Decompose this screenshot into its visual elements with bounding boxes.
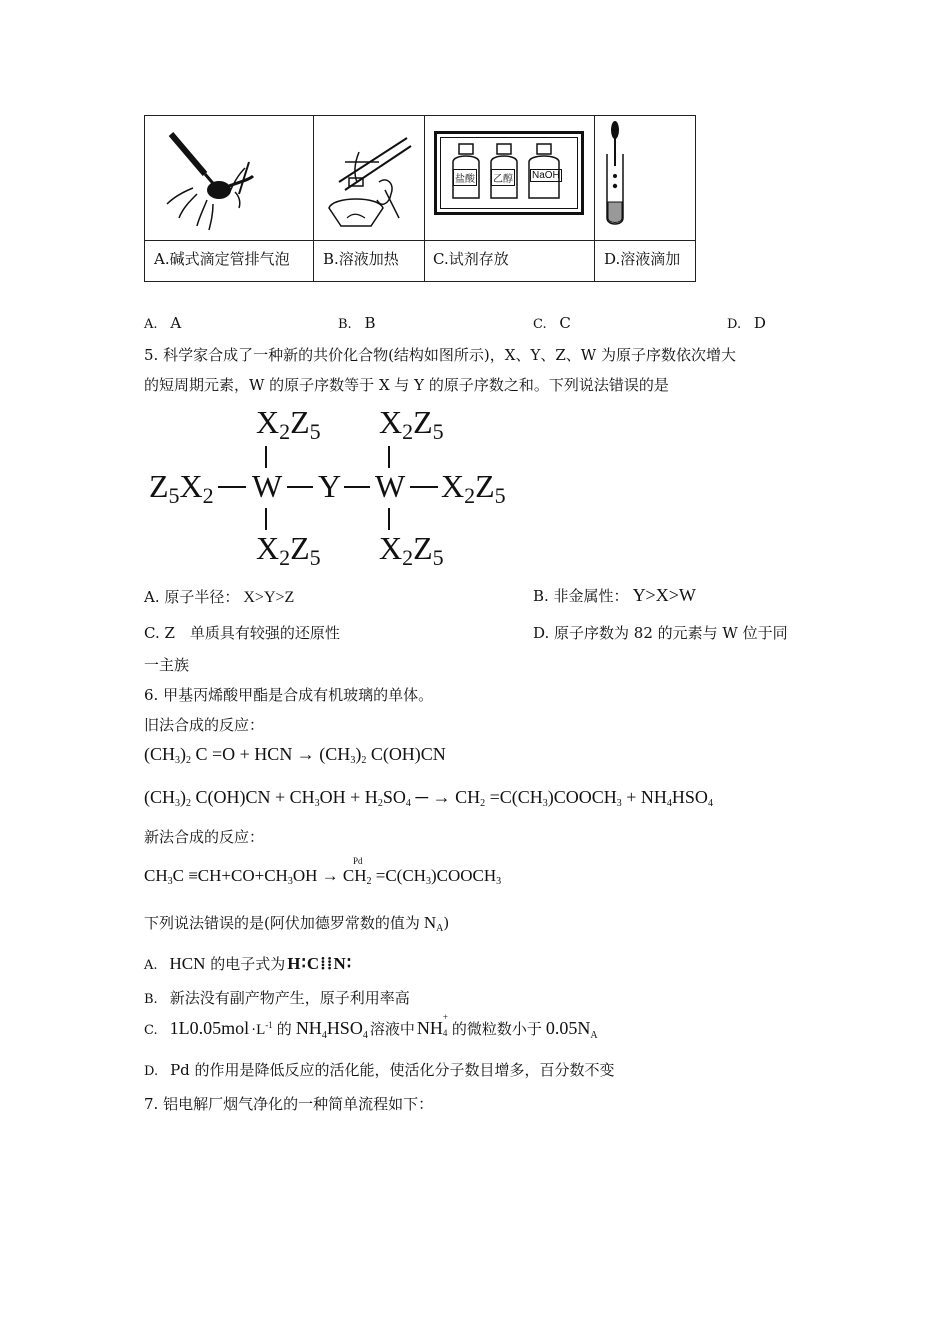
particle-subscript: A: [590, 1030, 598, 1041]
bond-top-left: [265, 446, 267, 468]
option-letter: B.: [338, 317, 352, 332]
ion-subscript: 4: [442, 1028, 448, 1038]
q7-title: 7. 铝电解厂烟气净化的一种简单流程如下：: [144, 1095, 434, 1113]
q4-option-a[interactable]: [144, 314, 181, 332]
option-letter: D.: [144, 1064, 159, 1079]
bond-w-y: [287, 486, 313, 488]
new-reaction: $CH_3C \equiv CH+CO+CH_3OH \to CH_2$ $=C(CH_3)COOCH_3$: [144, 866, 502, 887]
q6-title: 6. 甲基丙烯酸甲酯是合成有机玻璃的单体。: [144, 686, 434, 704]
heating-tube-illustration: [319, 122, 421, 234]
group-top-right: $X_2Z_5$: [379, 404, 444, 444]
ion-formula: NH: [416, 1018, 443, 1038]
option-formula: X>Y>Z: [243, 589, 295, 606]
bond-left: [218, 486, 246, 488]
caption-b: B.溶液加热: [323, 250, 399, 268]
old-reaction-2: $(CH_3)_2$ $C(OH)CN + CH_3OH + H_2SO_4$ ─ → $CH_2$ $=C(CH_3)COOCH_3 + NH_4HSO_4$: [144, 787, 713, 809]
q4-option-b[interactable]: [338, 314, 376, 332]
option-letter: B.: [144, 992, 158, 1007]
concentration-value: 1L0.05mol: [169, 1018, 250, 1038]
option-letter: D.: [727, 317, 742, 332]
question-text: 下列说法错误的是(阿伏加德罗常数的值为: [144, 914, 420, 932]
bottle-label-ethanol: 乙醇: [491, 169, 515, 186]
option-text: 的电子式为: [205, 955, 286, 973]
q4-option-c[interactable]: [533, 314, 571, 332]
salt-subscript: 4: [321, 1030, 327, 1041]
q4-option-d[interactable]: [727, 314, 766, 332]
q5-option-d[interactable]: D. 原子序数为 82 的元素与 W 位于同: [533, 624, 788, 642]
group-bottom-right: $X_2Z_5$: [379, 530, 444, 570]
bond-right: [410, 486, 438, 488]
option-letter: C.: [533, 317, 547, 332]
q5-option-d-cont: 一主族: [144, 656, 190, 674]
group-bottom-left: $X_2Z_5$: [256, 530, 321, 570]
group-left: $Z_5X_2$: [149, 468, 214, 508]
atom-w-right: W: [375, 468, 406, 504]
atom-y: Y: [318, 468, 342, 504]
atom-w-left: W: [252, 468, 283, 504]
q5-stem-line2: 的短周期元素，W 的原子序数等于 X 与 Y 的原子序数之和。下列说法错误的是: [144, 376, 669, 394]
dropper-illustration: [597, 118, 637, 230]
bond-bottom-left: [265, 508, 267, 530]
q5-stem-line1: 5. 科学家合成了一种新的共价化合物(结构如图所示)，X、Y、Z、W 为原子序数依次增大: [144, 346, 736, 364]
caption-d: D.溶液滴加: [604, 250, 681, 268]
q5-option-c[interactable]: C. Z 单质具有较强的还原性: [144, 624, 340, 642]
option-text: 的微粒数小于: [451, 1020, 542, 1038]
option-text: D: [753, 314, 766, 332]
option-text: B: [364, 314, 376, 332]
salt-subscript-2: 4: [362, 1030, 368, 1041]
q6-option-b[interactable]: [144, 987, 410, 1008]
caption-a: A.碱式滴定管排气泡: [154, 250, 290, 268]
q6-old-label: 旧法合成的反应：: [144, 716, 265, 734]
ion-charge: +: [442, 1012, 448, 1022]
option-label: A. 原子半径：: [144, 588, 240, 606]
q6-option-d[interactable]: [144, 1059, 615, 1080]
question-end: ): [443, 914, 450, 932]
q6-question: [144, 912, 449, 934]
salt-formula-rest: HSO: [326, 1018, 363, 1038]
particle-value: 0.05N: [545, 1018, 591, 1038]
option-formula: Y>X>W: [632, 585, 696, 605]
bond-bottom-right: [388, 508, 390, 530]
q5-option-b[interactable]: [533, 585, 696, 606]
bond-y-w: [344, 486, 370, 488]
option-text-pre: HCN: [169, 954, 206, 973]
option-text: 新法没有副产物产生，原子利用率高: [169, 989, 410, 1007]
catalyst-label: Pd: [353, 856, 363, 866]
electron-formula: H∶C⁞⁞N∶: [287, 954, 353, 973]
q6-option-a[interactable]: [144, 953, 352, 974]
q6-option-c[interactable]: [144, 1012, 598, 1041]
q6-new-label: 新法合成的反应：: [144, 828, 265, 846]
option-letter: A.: [144, 958, 158, 973]
bond-top-right: [388, 446, 390, 468]
burette-bubble-illustration: [153, 122, 305, 234]
na-subscript: A: [436, 923, 444, 934]
unit-superscript: -1: [265, 1020, 273, 1030]
option-text: A: [170, 314, 182, 332]
salt-formula: NH: [295, 1018, 322, 1038]
bottle-label-hcl: 盐酸: [453, 169, 477, 186]
option-letter: A.: [144, 317, 158, 332]
old-reaction-1: $(CH_3)_2$ C =O + HCN → $(CH_3)_2$ C(OH)CN: [144, 744, 446, 766]
group-right: $X_2Z_5$: [441, 468, 506, 508]
option-letter: C.: [144, 1023, 158, 1038]
option-text: Pd 的作用是降低反应的活化能，使活化分子数目增多，百分数不变: [170, 1061, 615, 1079]
q5-option-a[interactable]: [144, 586, 294, 607]
option-text: C: [559, 314, 571, 332]
connector-text: 的: [276, 1020, 292, 1038]
bottle-label-naoh: NaOH: [532, 170, 560, 181]
experiment-figure-table: [144, 115, 696, 282]
group-top-left: $X_2Z_5$: [256, 404, 321, 444]
caption-c: C.试剂存放: [433, 250, 509, 268]
option-label: B. 非金属性：: [533, 587, 629, 605]
na-symbol: N: [423, 913, 437, 932]
concentration-unit: ·L: [251, 1022, 266, 1038]
connector-text: 溶液中: [369, 1020, 415, 1038]
